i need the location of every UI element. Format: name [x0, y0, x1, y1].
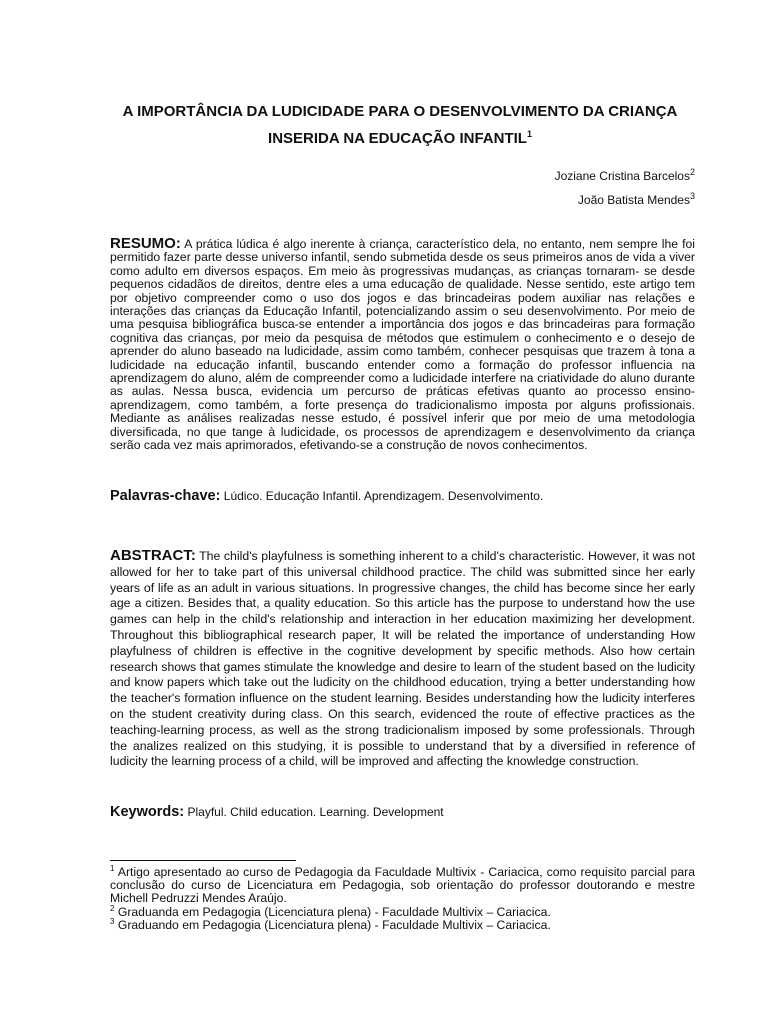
title-line-2: [100, 125, 700, 152]
footnote-1-text: Artigo apresentado ao curso de Pedagogia da Faculdade Multivix - Cariacica, como requisito parcial para conclusão do curso de Licenciatura em Pedagogia, sob orientação do professor doutorando e mestre Michell Pedruzzi Mendes Araújo.: [110, 865, 695, 906]
palavras-chave-section: [110, 488, 543, 504]
resumo-section: [110, 237, 695, 453]
keywords-label: Keywords:: [110, 804, 185, 820]
paper-title: [100, 98, 700, 152]
footnotes: [110, 863, 695, 932]
author-1-name: Joziane Cristina Barcelos: [554, 169, 690, 183]
footnote-3: [110, 916, 695, 932]
palavras-chave-label: Palavras-chave:: [110, 488, 221, 504]
footnote-2-ref: 2: [110, 903, 115, 913]
title-footnote-ref: 1: [526, 129, 532, 139]
keywords-text: Playful. Child education. Learning. Development: [187, 805, 444, 819]
abstract-section: [110, 548, 695, 770]
author-2-name: João Batista Mendes: [577, 193, 690, 207]
footnote-divider: [110, 860, 296, 861]
keywords-section: [110, 804, 444, 820]
title-line-2-text: INSERIDA NA EDUCAÇÃO INFANTIL: [268, 130, 527, 147]
footnote-3-ref: 3: [110, 916, 115, 926]
footnote-3-text: Graduando em Pedagogia (Licenciatura plena) - Faculdade Multivix – Cariacica.: [117, 917, 551, 932]
author-1-ref: 2: [689, 167, 695, 177]
title-line-1: A IMPORTÂNCIA DA LUDICIDADE PARA O DESENVOLVIMENTO DA CRIANÇA: [122, 103, 678, 120]
abstract-label: ABSTRACT:: [110, 547, 196, 564]
resumo-text: A prática lúdica é algo inerente à criança, característico dela, no entanto, nem sempre lhe foi permitido fazer parte desse universo infantil, sendo submetida desde os seus primeiros anos de vida a viver como adulto em diversos espaços. Em meio às progressivas mudanças, as crianças tornaram- se desde pequenos cidadãos de direitos, dentre eles a uma educação de qualidade. Nesse sentido, este artigo tem por objetivo compreender como o uso dos jogos e das brincadeiras podem auxiliar nas relações e interações das crianças da Educação Infantil, potencializando assim o seu desenvolvimento. Por meio de uma pesquisa bibliográfica busca-se entender a importância dos jogos e das brincadeiras para formação cognitiva das crianças, por meio da pesquisa de métodos que estimulem o conhecimento e o desejo de aprender do aluno baseado na ludicidade, assim como também, conhecer pesquisas que trazem à tona a ludicidade na educação infantil, buscando entender como a formação do professor influencia na aprendizagem do aluno, além de compreender como a ludicidade interfere na criatividade do aluno durante as aulas. Nessa busca, evidencia um percurso de práticas efetivas quanto ao processo ensino-aprendizagem, como também, a forte presença do tradicionalismo imposta por alguns profissionais. Mediante as análises realizadas nesse estudo, é possível inferir que por meio de uma metodologia diversificada, no que tange à ludicidade, os processos de aprendizagem e desenvolvimento da criança serão cada vez mais aprimorados, efetivando-se a construção de novos conhecimentos.: [110, 237, 695, 453]
author-2: [555, 188, 695, 212]
footnote-2-text: Graduanda em Pedagogia (Licenciatura plena) - Faculdade Multivix – Cariacica.: [117, 904, 551, 919]
author-list: [555, 164, 695, 212]
author-2-ref: 3: [689, 191, 695, 201]
palavras-chave-text: Lúdico. Educação Infantil. Aprendizagem. Desenvolvimento.: [223, 489, 544, 503]
abstract-text: The child's playfulness is something inherent to a child's characteristic. However, it was not allowed for her to take part of this universal childhood practice. The child was submitted since her early years of life as an adult in various situations. In progressive changes, the child has become since her early age a citizen. Besides that, a quality education. So this article has the purpose to understand how the use games can help in the child's relationship and interaction in her education maximizing her development. Throughout this bibliographical research paper, It will be related the importance of understanding How playfulness of children is effective in the cognitive development by specific methods. Also how certain research shows that games stimulate the knowledge and desire to learn of the student based on the ludicity and know papers which take out the ludicity on the childhood education, trying a better understanding how the teacher's formation influence on the student learning. Besides understanding how the ludicity interferes on the student creativity during class. On this search, evidenced the route of effective practices as the teaching-learning process, as well as the strong tradicionalism imposed by some professionals. Through the analizes realized on this studying, it is possible to understand that by a diversified in reference of ludicity the learning process of a child, will be improved and affecting the knowledge construction.: [110, 549, 695, 769]
author-1: [555, 164, 695, 188]
footnote-1-ref: 1: [110, 863, 115, 873]
resumo-label: RESUMO:: [110, 235, 181, 252]
footnote-1: [110, 863, 695, 906]
